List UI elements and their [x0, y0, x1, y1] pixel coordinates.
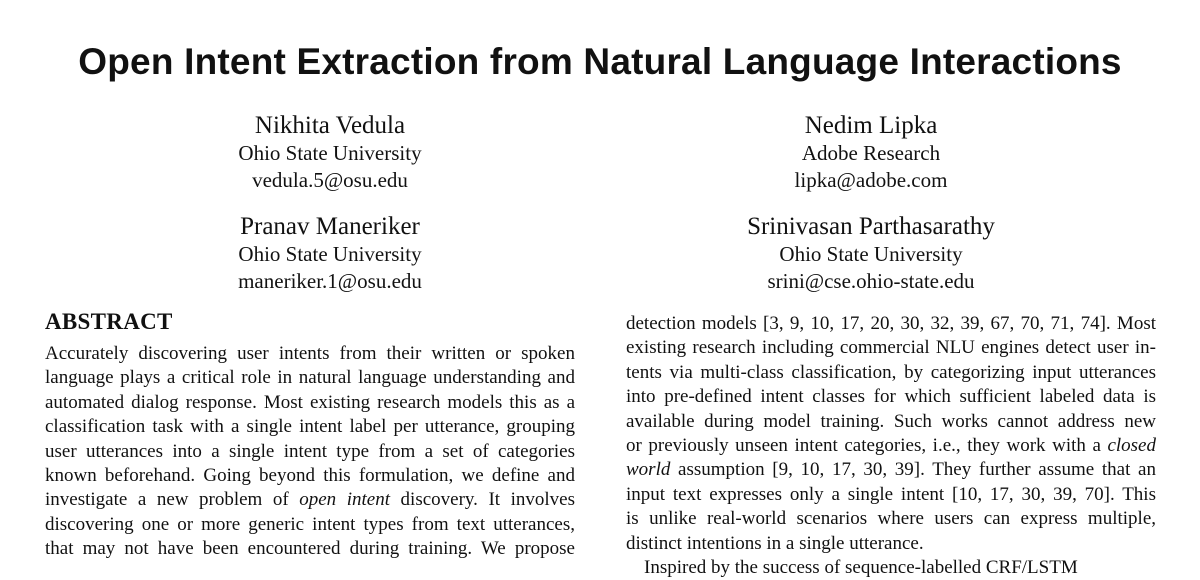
text-line: discovering one or more generic intent types from text utterances,: [45, 513, 575, 535]
emphasis-text: closed: [1107, 434, 1156, 456]
author-affiliation: Ohio State University: [238, 141, 422, 165]
author-name: Nedim Lipka: [804, 112, 938, 139]
text-line: existing research including commercial NLU engines detect user in-: [626, 337, 1156, 359]
author-block: [90, 213, 570, 295]
author-email: vedula.5@osu.edu: [252, 168, 408, 192]
text-line: Accurately discovering user intents from their written or spoken: [45, 343, 575, 364]
author-email: maneriker.1@osu.edu: [238, 269, 422, 293]
text-line: known beforehand. Going beyond this formulation, we define and: [45, 464, 575, 486]
text-segment: or previously unseen intent categories, i.e., they work with a: [626, 434, 1108, 456]
introduction-body: [626, 312, 1156, 580]
text-segment: assumption [9, 10, 17, 30, 39]. They further assume that an: [670, 459, 1156, 481]
text-line: distinct intentions in a single utterance.: [626, 532, 924, 554]
author-block: [631, 213, 1111, 295]
text-segment: discovery. It involves: [390, 489, 575, 511]
author-affiliation: Adobe Research: [801, 141, 941, 165]
author-block: [631, 112, 1111, 194]
emphasis-text: world: [626, 459, 671, 481]
text-line: language plays a critical role in natural language understanding and: [45, 367, 575, 389]
text-line: classification task with a single intent label per utterance, grouping: [45, 416, 575, 438]
text-line: user utterances into a single intent type from a set of categories: [45, 440, 575, 462]
text-line: [626, 434, 1156, 458]
author-affiliation: Ohio State University: [779, 242, 963, 266]
text-line: [45, 488, 575, 512]
author-name: Srinivasan Parthasarathy: [747, 213, 995, 240]
author-email: srini@cse.ohio-state.edu: [767, 269, 975, 293]
text-line: available during model training. Such works cannot address new: [626, 410, 1156, 432]
text-line: is unlike real-world scenarios where users can express multiple,: [626, 508, 1156, 530]
text-line: [626, 458, 1156, 482]
author-name: Pranav Maneriker: [240, 213, 420, 240]
text-line: input text expresses only a single intent [10, 17, 30, 39, 70]. This: [626, 483, 1156, 505]
text-line: into pre-defined intent classes for which sufficient labeled data is: [626, 386, 1156, 408]
text-line: tents via multi-class classification, by categorizing input utterances: [626, 361, 1156, 383]
author-name: Nikhita Vedula: [254, 112, 406, 139]
text-line: automated dialog response. Most existing research models this as a: [45, 391, 575, 413]
paper-title: Open Intent Extraction from Natural Language Interactions: [78, 41, 1122, 82]
text-line: that may not have been encountered during training. We propose: [45, 538, 575, 560]
author-block: [90, 112, 570, 194]
emphasis-text: open intent: [299, 489, 390, 511]
abstract-body: [45, 342, 575, 562]
abstract-heading: ABSTRACT: [45, 309, 173, 334]
text-segment: investigate a new problem of: [45, 489, 300, 511]
text-line: detection models [3, 9, 10, 17, 20, 30, 32, 39, 67, 70, 71, 74]. Most: [626, 313, 1156, 334]
author-email: lipka@adobe.com: [794, 168, 948, 192]
author-affiliation: Ohio State University: [238, 242, 422, 266]
text-line: Inspired by the success of sequence-labelled CRF/LSTM: [644, 556, 1078, 578]
